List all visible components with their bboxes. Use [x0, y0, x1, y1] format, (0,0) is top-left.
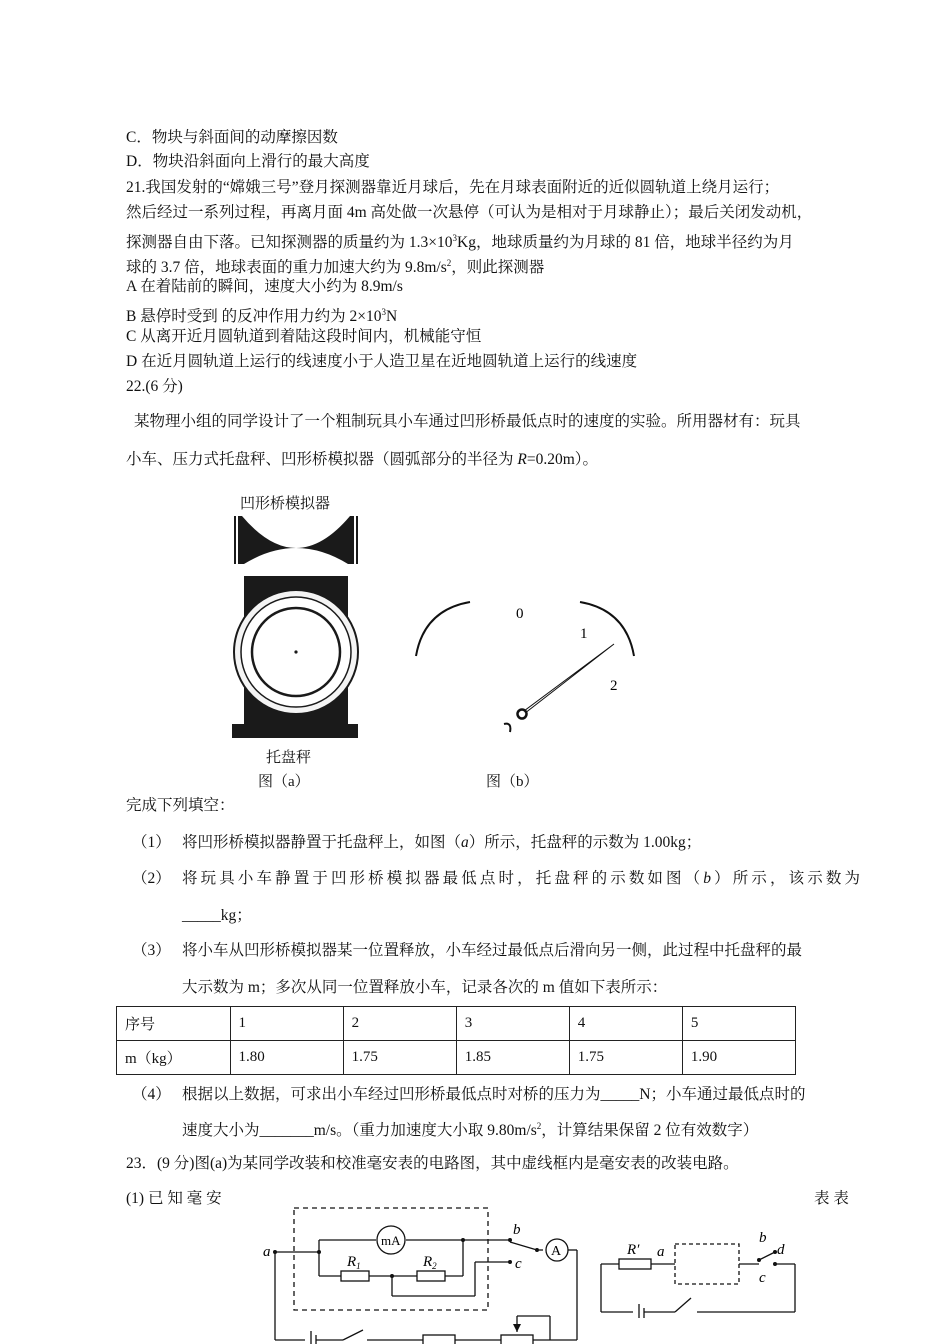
item-1-text: 将凹形桥模拟器静置于托盘秤上，如图（a）所示，托盘秤的示数为 1.00kg；	[182, 834, 702, 851]
q22-paragraph-1: 某物理小组的同学设计了一个粗制玩具小车通过凹形桥最低点时的速度的实验。所用器材有：玩具	[134, 413, 801, 430]
node-c2-label: c	[759, 1270, 766, 1286]
q21-option-b: B 悬停时受到 的反冲作用力约为 $2\times 10^3N$	[126, 307, 398, 325]
table-cell: 1.75	[569, 1041, 682, 1075]
table-cell: m（kg）	[117, 1041, 231, 1075]
table-cell: 1.85	[456, 1041, 569, 1075]
resistor-r1-label: $R_1$	[347, 1254, 361, 1271]
figure-a-scale	[226, 510, 366, 742]
node-a2-label: a	[657, 1244, 665, 1260]
table-cell: 1.90	[682, 1041, 795, 1075]
measurement-table	[116, 1006, 796, 1075]
item-2-number: （2）	[132, 870, 171, 887]
resistor-r2-label: $R_2$	[423, 1254, 437, 1271]
item-2-text: 将玩具小车静置于凹形桥模拟器最低点时，托盘秤的示数如图（b）所示，该示数为	[182, 870, 860, 887]
q22-paragraph-2: 小车、压力式托盘秤、凹形桥模拟器（圆弧部分的半径为 R=0.20m）。	[126, 451, 599, 468]
q21-option-a: A 在着陆前的瞬间，速度大小约为 8.9m/s	[126, 278, 403, 295]
table-row	[117, 1041, 796, 1075]
table-cell: 2	[343, 1007, 456, 1041]
bridge-simulator-label: 凹形桥模拟器	[240, 496, 331, 512]
dial-label-2: 2	[610, 678, 618, 694]
table-cell: 1.75	[343, 1041, 456, 1075]
option-d: D．物块沿斜面向上滑行的最大高度	[126, 153, 370, 170]
figure-b-dial	[400, 592, 650, 742]
table-cell: 4	[569, 1007, 682, 1041]
q21-line-4: 球的 3.7 倍，地球表面的重力加速大约为 $9.8m/s^2$，则此探测器	[126, 258, 545, 276]
item-4-number: （4）	[132, 1086, 171, 1103]
fill-in-heading: 完成下列填空：	[126, 797, 235, 814]
table-header-row	[117, 1007, 796, 1041]
item-4-continuation: 速度大小为_______m/s。（重力加速度大小取 $9.80m/s^2$，计算结果保留 2 位有效数字）	[182, 1121, 759, 1139]
table-cell: 1	[230, 1007, 343, 1041]
table-cell: 5	[682, 1007, 795, 1041]
q23-item-1-start: (1) 已 知 毫 安	[126, 1190, 222, 1207]
scale-label: 托盘秤	[266, 750, 312, 766]
resistor-rprime-label: R′	[627, 1242, 640, 1258]
q21-option-d: D 在近月圆轨道上运行的线速度小于人造卫星在近地圆轨道上运行的线速度	[126, 353, 638, 370]
q21-line-3: 探测器自由下落。已知探测器的质量约为 $1.3\times 10^3Kg$，地球质量约为月球的 81 倍，地球半径约为月	[126, 233, 794, 251]
q23-item-1-end: 表 表	[814, 1190, 849, 1207]
item-3-text: 将小车从凹形桥模拟器某一位置释放，小车经过最低点后滑向另一侧，此过程中托盘秤的最	[182, 942, 803, 959]
table-cell: 1.80	[230, 1041, 343, 1075]
q23-heading: 23．(9 分)图(a)为某同学改装和校准毫安表的电路图，其中虚线框内是毫安表的改装电路。	[126, 1155, 739, 1172]
dial-label-1: 1	[580, 626, 588, 642]
node-a-label: a	[263, 1244, 271, 1260]
dial-label-0: 0	[516, 606, 524, 622]
item-1-number: （1）	[132, 834, 171, 851]
q21-line-2: 然后经过一系列过程，再离月面 4m 高处做一次悬停（可认为是相对于月球静止）；最后关闭发动机，	[126, 204, 813, 221]
q21-line-1: 21.我国发射的“嫦娥三号”登月探测器靠近月球后，先在月球表面附近的近似圆轨道上绕月运行；	[126, 179, 780, 196]
node-b-label: b	[513, 1222, 521, 1238]
item-3-number: （3）	[132, 942, 171, 959]
item-3-continuation: 大示数为 m；多次从同一位置释放小车，记录各次的 m 值如下表所示：	[182, 979, 668, 996]
node-b2-label: b	[759, 1230, 767, 1246]
milliammeter-symbol: mA	[381, 1233, 401, 1248]
item-2-answer-blank: _____kg；	[182, 907, 252, 924]
circuit-diagram	[255, 1200, 815, 1344]
option-c: C．物块与斜面间的动摩擦因数	[126, 129, 338, 146]
table-cell: 序号	[117, 1007, 231, 1041]
q21-option-c: C 从离开近月圆轨道到着陆这段时间内，机械能守恒	[126, 328, 482, 345]
ammeter-symbol: A	[551, 1244, 562, 1259]
table-cell: 3	[456, 1007, 569, 1041]
node-c-label: c	[515, 1256, 522, 1272]
item-4-text: 根据以上数据，可求出小车经过凹形桥最低点时对桥的压力为_____N；小车通过最低点时的	[182, 1086, 806, 1103]
figure-a-caption: 图（a）	[258, 774, 310, 790]
figure-b-caption: 图（b）	[486, 774, 539, 790]
node-d2-label: d	[777, 1242, 785, 1258]
q22-heading: 22.(6 分)	[126, 378, 183, 395]
